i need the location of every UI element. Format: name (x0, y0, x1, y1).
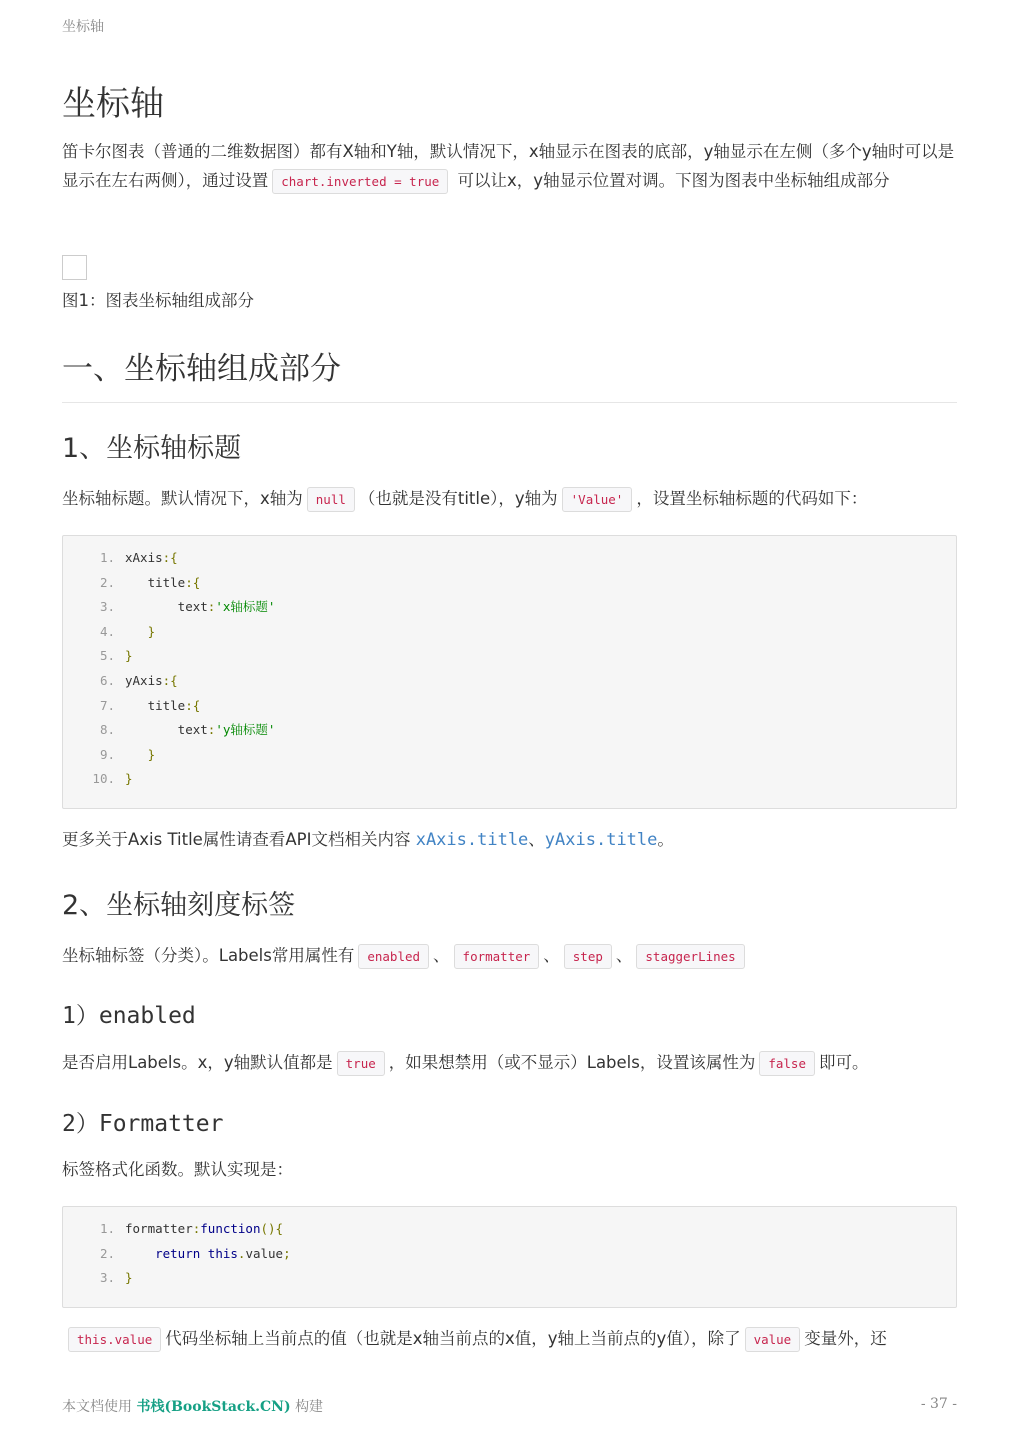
line-number: 3. (99, 599, 115, 615)
line-number: 1. (99, 1221, 115, 1236)
code-token: 'x轴标题' (215, 599, 276, 615)
code-token: : (207, 599, 216, 615)
code-block-formatter (62, 1206, 957, 1308)
inline-code-step: step (564, 944, 612, 969)
page-number: - 37 - (920, 1396, 957, 1412)
intro-paragraph (62, 138, 957, 196)
more-info-paragraph (62, 826, 957, 855)
code-line (63, 767, 956, 792)
intro-text-1: 笛卡尔图表（普通的二维数据图）都有X轴和Y轴，默认情况下，x轴显示在图表的底部，y轴显示在左侧（多个y轴时可以是显示在左右两侧），通过设置 (62, 142, 955, 190)
heading-enabled: 1）enabled (62, 1003, 196, 1029)
code-token: (){ (260, 1221, 284, 1236)
formatter-paragraph: 标签格式化函数。默认实现是： (62, 1160, 293, 1179)
code-token: } (125, 746, 156, 762)
code-line (63, 546, 956, 571)
code-token: text (125, 599, 208, 615)
section-heading-components: 一、坐标轴组成部分 (62, 343, 957, 403)
axis-title-paragraph (62, 485, 957, 515)
inline-code-value-var: value (745, 1327, 801, 1352)
code-line (63, 694, 956, 719)
axis-title-text-2: （也就是没有title），y轴为 (358, 489, 558, 508)
code-token: :{ (162, 550, 178, 565)
code-token (200, 1246, 208, 1261)
enabled-text-2: ，如果想禁用（或不显示）Labels，设置该属性为 (388, 1053, 756, 1072)
line-number: 10. (92, 771, 115, 787)
code-line (63, 1217, 956, 1242)
code-token: formatter (125, 1221, 193, 1236)
inline-code-formatter: formatter (454, 944, 540, 969)
axis-labels-text: 坐标轴标签（分类）。Labels常用属性有 (62, 946, 355, 965)
code-token: function (200, 1221, 261, 1236)
code-token: title (125, 574, 186, 590)
line-number: 9. (99, 746, 115, 762)
code-line (63, 743, 956, 768)
code-token: } (125, 771, 133, 787)
code-line (63, 595, 956, 620)
code-token: text (125, 722, 208, 738)
inline-code-value: 'Value' (562, 487, 633, 512)
link-xaxis-title[interactable]: xAxis.title (415, 830, 529, 850)
line-number: 3. (99, 1270, 115, 1286)
code-token: :{ (185, 574, 201, 590)
code-token: title (125, 697, 186, 713)
heading-axis-title: 1、坐标轴标题 (62, 433, 242, 464)
code-token (125, 1246, 155, 1261)
this-value-text-1: 代码坐标轴上当前点的值（也就是x轴当前点的x值，y轴上当前点的y值），除了 (165, 1329, 741, 1348)
code-token: 'y轴标题' (215, 722, 276, 738)
code-token: } (125, 648, 133, 664)
enabled-text-1: 是否启用Labels。x，y轴默认值都是 (62, 1053, 333, 1072)
axis-title-text-1: 坐标轴标题。默认情况下，x轴为 (62, 489, 303, 508)
code-token: :{ (185, 697, 201, 713)
inline-code-enabled: enabled (358, 944, 429, 969)
footer-brand-link[interactable]: 书栈(BookStack.CN) (136, 1399, 291, 1415)
axis-title-text-3: ，设置坐标轴标题的代码如下： (636, 489, 868, 508)
code-token: value (245, 1245, 284, 1261)
inline-code-staggerlines: staggerLines (636, 944, 744, 969)
inline-code-null: null (307, 487, 355, 512)
link-separator: 、 (528, 830, 545, 849)
prop-separator: 、 (543, 946, 560, 965)
code-line (63, 669, 956, 694)
line-number: 2. (99, 574, 115, 590)
line-number: 7. (99, 697, 115, 713)
code-line (63, 644, 956, 669)
inline-code-true: true (337, 1051, 385, 1076)
code-token: ; (283, 1245, 291, 1261)
code-token: :{ (162, 672, 178, 688)
code-token: . (237, 1245, 246, 1261)
code-token: yAxis (125, 672, 163, 688)
code-block-axis-title (62, 535, 957, 809)
code-token: : (207, 722, 216, 738)
heading-axis-labels: 2、坐标轴刻度标签 (62, 890, 296, 921)
line-number: 4. (99, 623, 115, 639)
footer-suffix: 构建 (295, 1399, 324, 1415)
code-token: this (207, 1245, 238, 1261)
page-footer (62, 1396, 957, 1416)
line-number: 2. (99, 1245, 115, 1261)
inline-code-false: false (759, 1051, 815, 1076)
sentence-end: 。 (657, 830, 674, 849)
prop-separator: 、 (433, 946, 450, 965)
code-token: : (192, 1221, 201, 1236)
this-value-paragraph (64, 1325, 959, 1355)
figure-caption: 图1：图表坐标轴组成部分 (62, 291, 254, 310)
line-number: 5. (99, 648, 115, 664)
code-line (63, 1266, 956, 1291)
enabled-paragraph (62, 1049, 957, 1079)
page-title: 坐标轴 (62, 84, 164, 124)
inline-code-this-value: this.value (68, 1327, 161, 1352)
code-token: } (125, 1270, 133, 1286)
code-line (63, 620, 956, 645)
figure-image-placeholder (62, 255, 87, 280)
axis-labels-paragraph (62, 942, 957, 972)
footer-prefix: 本文档使用 (62, 1399, 132, 1415)
code-token: xAxis (125, 550, 163, 565)
line-number: 6. (99, 672, 115, 688)
link-yaxis-title[interactable]: yAxis.title (544, 830, 658, 850)
running-header: 坐标轴 (62, 19, 104, 35)
code-token: } (125, 623, 156, 639)
this-value-text-2: 变量外，还 (804, 1329, 887, 1348)
code-token: return (155, 1245, 201, 1261)
more-info-text: 更多关于Axis Title属性请查看API文档相关内容 (62, 830, 411, 849)
inline-code-inverted: chart.inverted = true (272, 169, 448, 194)
line-number: 8. (99, 722, 115, 738)
prop-separator: 、 (615, 946, 633, 965)
code-line (63, 718, 956, 743)
intro-text-2: 可以让x，y轴显示位置对调。下图为图表中坐标轴组成部分 (457, 170, 890, 190)
line-number: 1. (99, 550, 115, 565)
heading-formatter: 2）Formatter (62, 1111, 224, 1137)
code-line (63, 571, 956, 596)
code-line (63, 1242, 956, 1267)
enabled-text-3: 即可。 (819, 1053, 869, 1072)
